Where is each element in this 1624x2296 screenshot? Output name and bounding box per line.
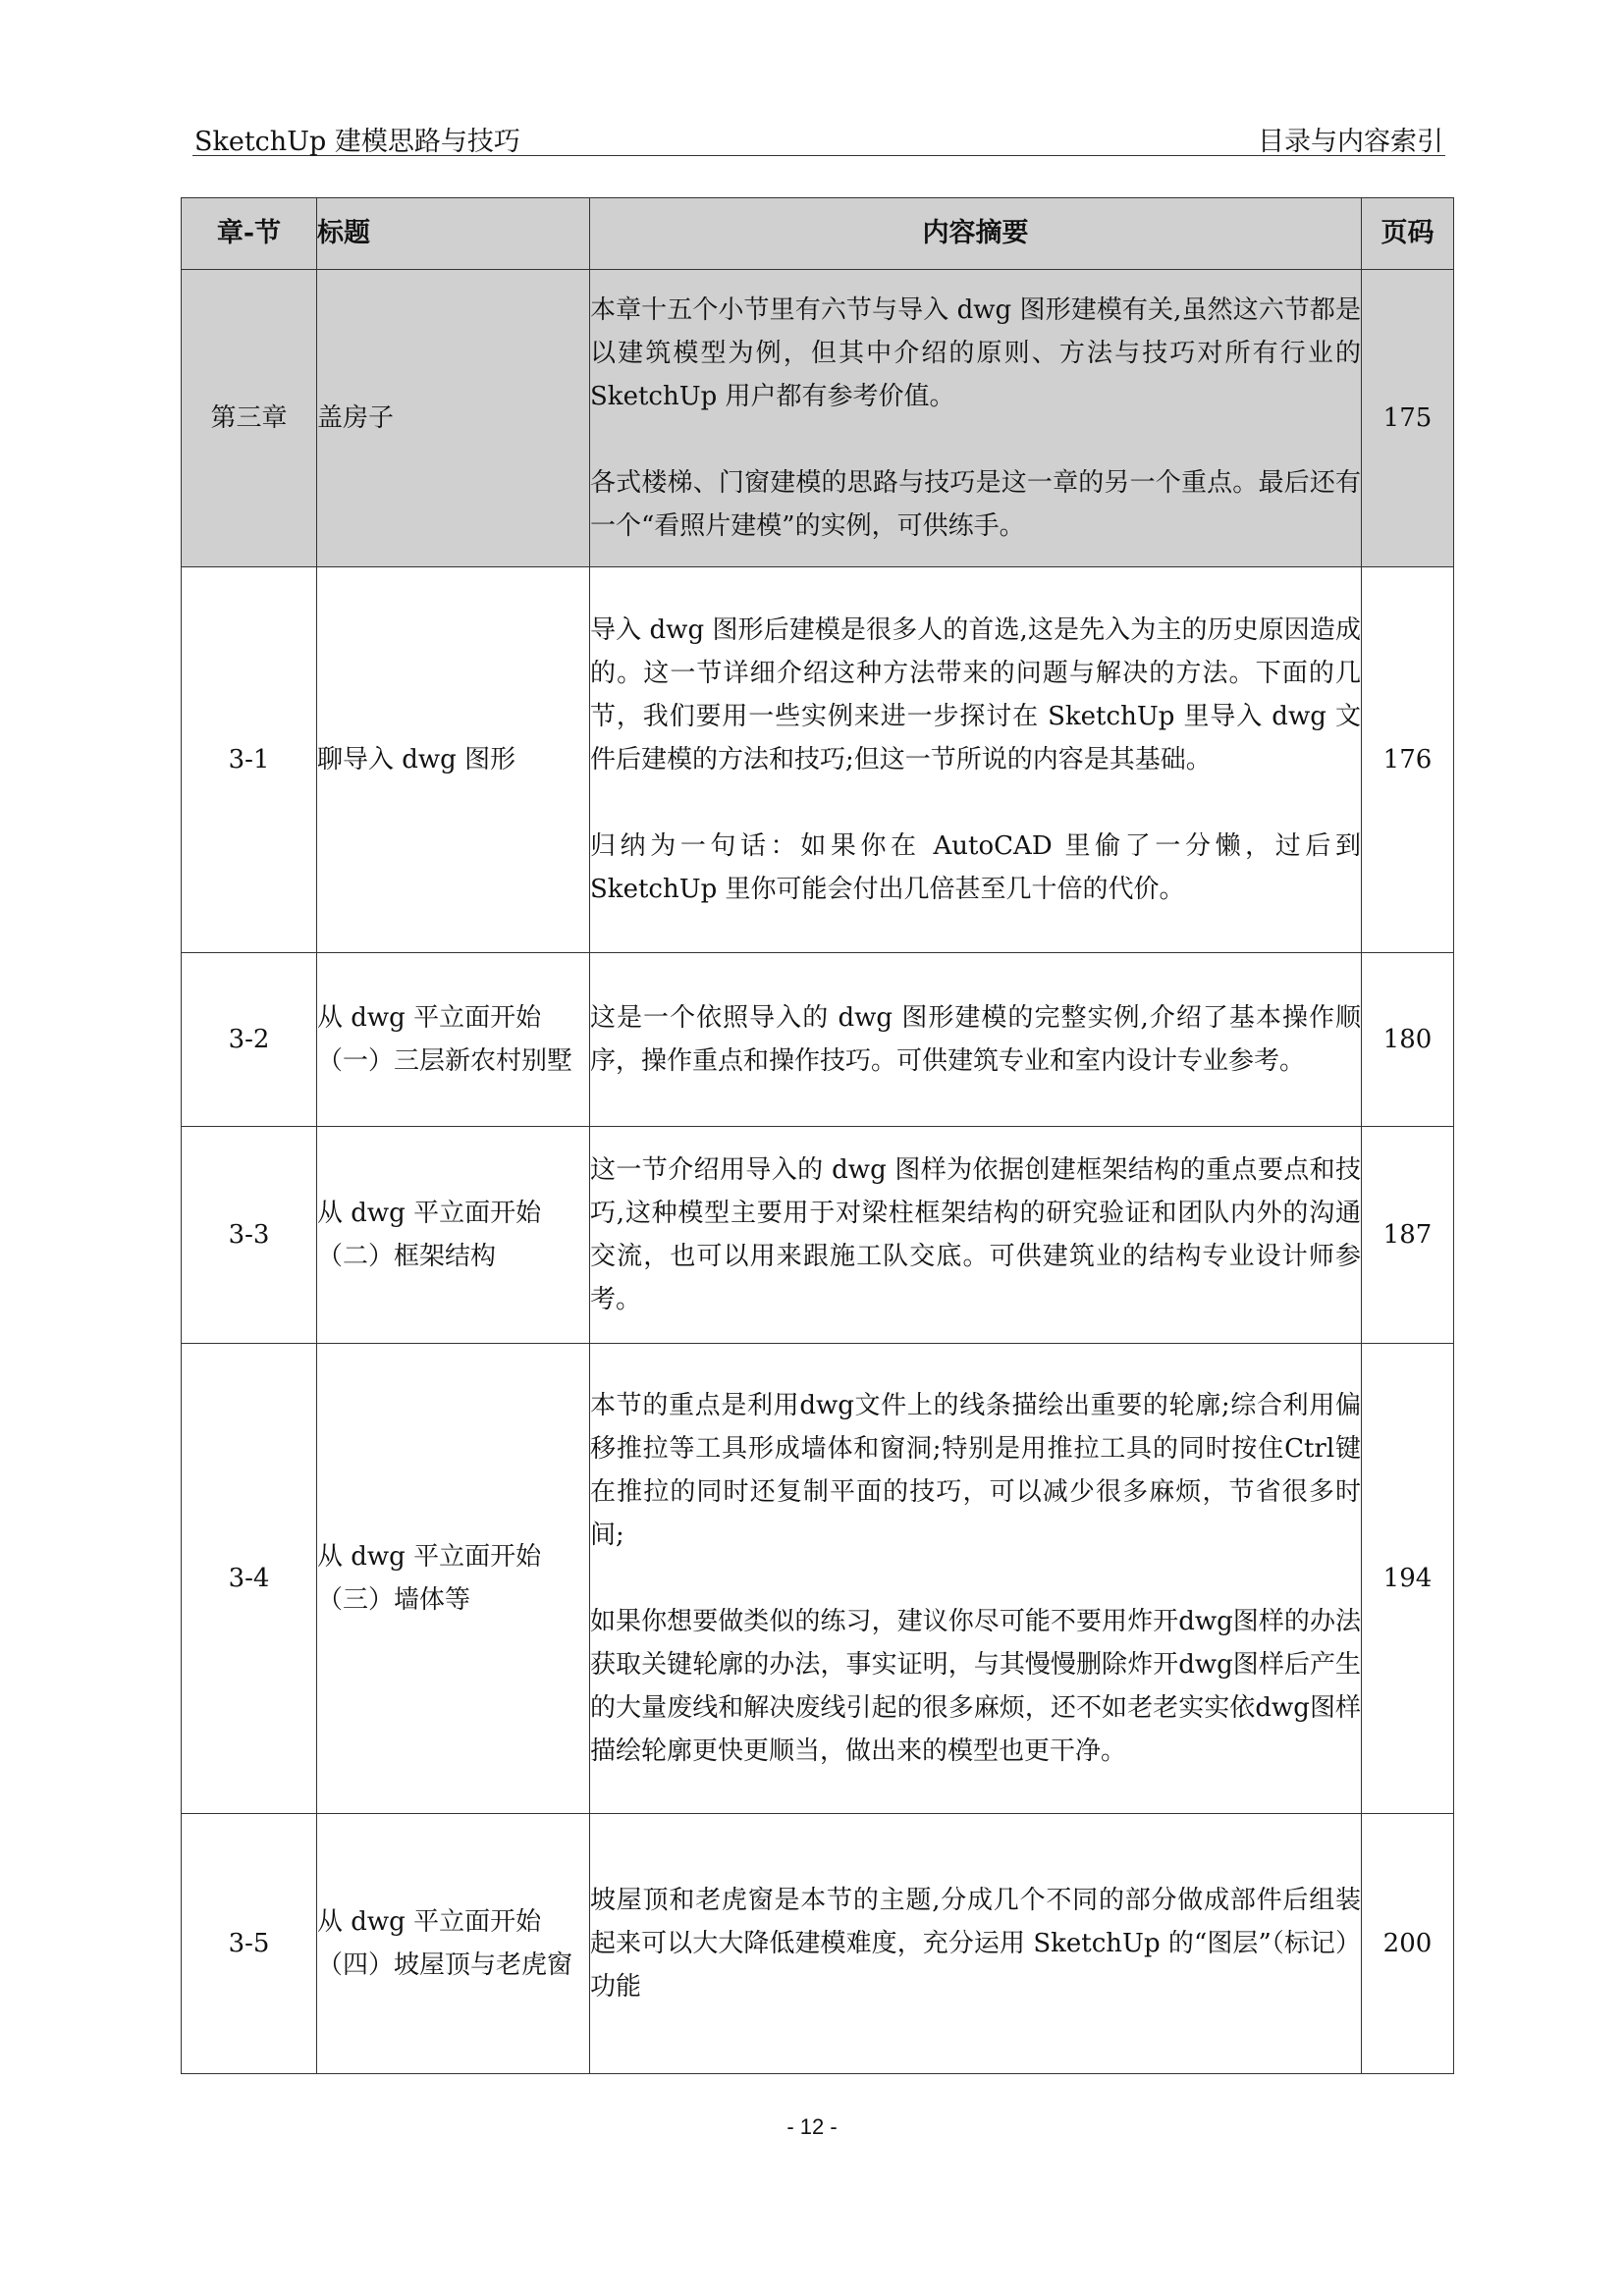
column-header-chapter: 章-节: [182, 198, 317, 270]
summary-paragraph: 坡屋顶和老虎窗是本节的主题,分成几个不同的部分做成部件后组装起来可以大大降低建模难度，充分运用 SketchUp 的“图层”（标记）功能: [590, 1886, 1361, 2002]
book-title: SketchUp 建模思路与技巧: [194, 127, 520, 157]
table-row: [182, 1814, 1454, 2074]
column-header-summary: 内容摘要: [590, 198, 1362, 270]
row-page: 176: [1362, 567, 1454, 953]
row-title: 从 dwg 平立面开始（四）坡屋顶与老虎窗: [317, 1814, 590, 2074]
summary-paragraph: 这是一个依照导入的 dwg 图形建模的完整实例,介绍了基本操作顺序，操作重点和操作技巧。可供建筑专业和室内设计专业参考。: [590, 1003, 1361, 1076]
row-summary: [590, 270, 1362, 567]
summary-paragraph: 本章十五个小节里有六节与导入 dwg 图形建模有关,虽然这六节都是以建筑模型为例，但其中介绍的原则、方法与技巧对所有行业的 SketchUp 用户都有参考价值。: [590, 295, 1361, 411]
summary-paragraph: 如果你想要做类似的练习，建议你尽可能不要用炸开dwg图样的办法获取关键轮廓的办法，事实证明，与其慢慢删除炸开dwg图样后产生的大量废线和解决废线引起的很多麻烦，还不如老老实实依dwg图样描绘轮廓更快更顺当，做出来的模型也更干净。: [590, 1607, 1361, 1766]
row-chapter: 3-4: [182, 1344, 317, 1814]
table-row: [182, 270, 1454, 567]
row-summary: [590, 1814, 1362, 2074]
row-chapter: 第三章: [182, 270, 317, 567]
row-chapter: 3-2: [182, 953, 317, 1127]
page-number: - 12 -: [786, 2114, 838, 2139]
row-page: 194: [1362, 1344, 1454, 1814]
row-chapter: 3-1: [182, 567, 317, 953]
row-chapter: 3-5: [182, 1814, 317, 2074]
row-chapter: 3-3: [182, 1127, 317, 1344]
row-title: 聊导入 dwg 图形: [317, 567, 590, 953]
row-page: 200: [1362, 1814, 1454, 2074]
row-title: 盖房子: [317, 270, 590, 567]
row-page: 180: [1362, 953, 1454, 1127]
row-title: 从 dwg 平立面开始（二）框架结构: [317, 1127, 590, 1344]
summary-paragraph: 各式楼梯、门窗建模的思路与技巧是这一章的另一个重点。最后还有一个“看照片建模”的实例，可供练手。: [590, 468, 1361, 541]
table-header-row: [182, 198, 1454, 270]
section-title: 目录与内容索引: [1258, 127, 1443, 157]
row-summary: [590, 1127, 1362, 1344]
table-row: [182, 567, 1454, 953]
row-summary: [590, 567, 1362, 953]
row-summary: [590, 953, 1362, 1127]
column-header-page: 页码: [1362, 198, 1454, 270]
table-row: [182, 953, 1454, 1127]
summary-paragraph: 本节的重点是利用dwg文件上的线条描绘出重要的轮廓;综合利用偏移推拉等工具形成墙体和窗洞;特别是用推拉工具的同时按住Ctrl键在推拉的同时还复制平面的技巧，可以减少很多麻烦，节省很多时间;: [590, 1391, 1361, 1550]
page-header: [192, 118, 1445, 156]
table-row: [182, 1344, 1454, 1814]
row-title: 从 dwg 平立面开始（一）三层新农村别墅: [317, 953, 590, 1127]
row-page: 175: [1362, 270, 1454, 567]
table-row: [182, 1127, 1454, 1344]
summary-paragraph: 导入 dwg 图形后建模是很多人的首选,这是先入为主的历史原因造成的。这一节详细介绍这种方法带来的问题与解决的方法。下面的几节，我们要用一些实例来进一步探讨在 SketchUp 里导入 dwg 文件后建模的方法和技巧;但这一节所说的内容是其基础。: [590, 615, 1361, 774]
contents-table: [181, 197, 1454, 2074]
row-page: 187: [1362, 1127, 1454, 1344]
summary-paragraph: 这一节介绍用导入的 dwg 图样为依据创建框架结构的重点要点和技巧,这种模型主要用于对梁柱框架结构的研究验证和团队内外的沟通交流，也可以用来跟施工队交底。可供建筑业的结构专业设计师参考。: [590, 1155, 1361, 1314]
summary-paragraph: 归纳为一句话：如果你在 AutoCAD 里偷了一分懒，过后到 SketchUp 里你可能会付出几倍甚至几十倍的代价。: [590, 831, 1361, 904]
row-summary: [590, 1344, 1362, 1814]
column-header-title: 标题: [317, 198, 590, 270]
row-title: 从 dwg 平立面开始（三）墙体等: [317, 1344, 590, 1814]
